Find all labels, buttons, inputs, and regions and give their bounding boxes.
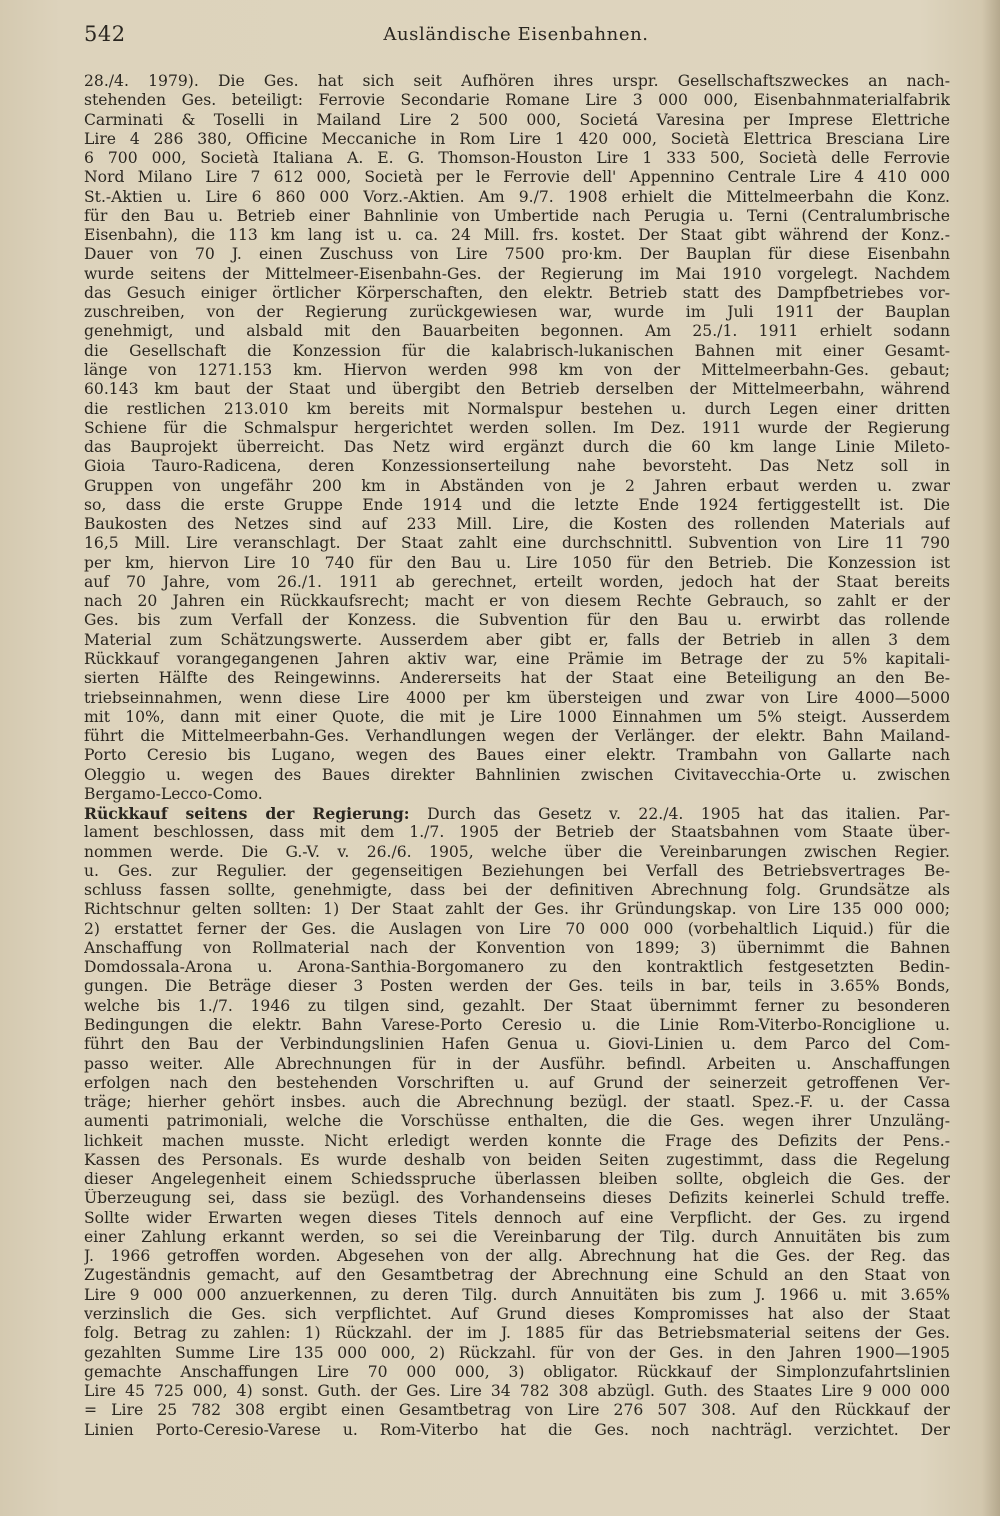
text-line: sierten Hälfte des Reingewinns. Andererseits hat der Staat eine Beteiligung an den Be-	[84, 669, 950, 688]
text-line: einer Zahlung erkannt werden, so sei die Vereinbarung der Tilg. durch Annuitäten bis zum	[84, 1227, 950, 1246]
text-line: Linien Porto-Ceresio-Varese u. Rom-Viterbo hat die Ges. noch nachträgl. verzichtet. Der	[84, 1420, 950, 1439]
text-line: gezahlten Summe Lire 135 000 000, 2) Rückzahl. für von der Ges. in den Jahren 1900—1905	[84, 1343, 950, 1362]
text-line: dieser Angelegenheit einem Schiedsspruche überlassen bleiben sollte, obgleich die Ges. der	[84, 1170, 950, 1189]
text-line: nach 20 Jahren ein Rückkaufsrecht; macht er von diesem Rechte Gebrauch, so zahlt er der	[84, 592, 950, 611]
text-line: Rückkauf seitens der Regierung: Durch das Gesetz v. 22./4. 1905 hat das italien. Par-	[84, 804, 950, 824]
text-line: Überzeugung sei, dass sie bezügl. des Vorhandenseins dieses Defizits keinerlei Schuld treffe.	[84, 1189, 950, 1208]
text-line: nommen werde. Die G.-V. v. 26./6. 1905, welche über die Vereinbarungen zwischen Regier.	[84, 842, 950, 861]
text-line: Bergamo-Lecco-Como.	[84, 784, 263, 803]
text-line: Oleggio u. wegen des Baues direkter Bahnlinien zwischen Civitavecchia-Orte u. zwischen	[84, 765, 950, 784]
text-line: Carminati & Toselli in Mailand Lire 2 500 000, Societá Varesina per Imprese Elettriche	[84, 110, 950, 129]
page-number: 542	[84, 22, 126, 46]
text-line: u. Ges. zur Regulier. der gegenseitigen Beziehungen bei Verfall des Betriebsvertrages Be-	[84, 861, 950, 880]
text-line: für den Bau u. Betrieb einer Bahnlinie von Umbertide nach Perugia u. Terni (Centralumbrische	[84, 206, 950, 225]
body-text	[84, 72, 950, 1440]
text-line: führt die Mittelmeerbahn-Ges. Verhandlungen wegen der Verlänger. der elektr. Bahn Mailand-	[84, 727, 950, 746]
section-heading: Rückkauf seitens der Regierung:	[84, 804, 410, 824]
text-line: Anschaffung von Rollmaterial nach der Konvention von 1899; 3) übernimmt die Bahnen	[84, 938, 950, 957]
text-line: Zugeständnis gemacht, auf den Gesamtbetrag der Abrechnung eine Schuld an den Staat von	[84, 1266, 950, 1285]
text-line: aumenti patrimoniali, welche die Vorschüsse enthalten, die die Ges. wegen ihrer Unzuläng-	[84, 1112, 950, 1131]
text-line: stehenden Ges. beteiligt: Ferrovie Secondarie Romane Lire 3 000 000, Eisenbahnmaterialfabrik	[84, 91, 950, 110]
text-line: Gruppen von ungefähr 200 km in Abständen von je 2 Jahren erbaut werden u. zwar	[84, 476, 950, 495]
text-line: 60.143 km baut der Staat und übergibt den Betrieb derselben der Mittelmeerbahn, während	[84, 380, 950, 399]
text-line: passo weiter. Alle Abrechnungen für in der Ausführ. befindl. Arbeiten u. Anschaffungen	[84, 1054, 950, 1073]
text-line: = Lire 25 782 308 ergibt einen Gesamtbetrag von Lire 276 507 308. Auf den Rückkauf der	[84, 1401, 950, 1420]
text-line: J. 1966 getroffen worden. Abgesehen von der allg. Abrechnung hat die Ges. der Reg. das	[84, 1247, 950, 1266]
text-line: träge; hierher gehört insbes. auch die Abrechnung bezügl. der staatl. Spez.-F. u. der Cassa	[84, 1093, 950, 1112]
text-line: zuschreiben, von der Regierung zurückgewiesen war, wurde im Juli 1911 der Bauplan	[84, 303, 950, 322]
text-line: die Gesellschaft die Konzession für die kalabrisch-lukanischen Bahnen mit einer Gesamt-	[84, 341, 950, 360]
text-line: auf 70 Jahre, vom 26./1. 1911 ab gerechnet, erteilt worden, jedoch hat der Staat bereits	[84, 572, 950, 591]
text-line: die restlichen 213.010 km bereits mit Normalspur bestehen u. durch Legen einer dritten	[84, 399, 950, 418]
text-line: Baukosten des Netzes sind auf 233 Mill. Lire, die Kosten des rollenden Materials auf	[84, 515, 950, 534]
text-line: so, dass die erste Gruppe Ende 1914 und die letzte Ende 1924 fertiggestellt ist. Die	[84, 495, 950, 514]
text-line: Eisenbahn), die 113 km lang ist u. ca. 24 Mill. frs. kostet. Der Staat gibt während der Konz.-	[84, 226, 950, 245]
text-line: 28./4. 1979). Die Ges. hat sich seit Aufhören ihres urspr. Gesellschaftszweckes an nach-	[84, 72, 950, 90]
text-line: länge von 1271.153 km. Hiervon werden 998 km von der Mittelmeerbahn-Ges. gebaut;	[84, 360, 950, 379]
text-line: folg. Betrag zu zahlen: 1) Rückzahl. der im J. 1885 für das Betriebsmaterial seitens der Ges.	[84, 1324, 950, 1343]
text-line: triebseinnahmen, wenn diese Lire 4000 per km übersteigen und zwar von Lire 4000—5000	[84, 688, 950, 707]
text-line: mit 10%, dann mit einer Quote, die mit je Lire 1000 Einnahmen um 5% steigt. Ausserdem	[84, 707, 950, 726]
text-line: St.-Aktien u. Lire 6 860 000 Vorz.-Aktien. Am 9./7. 1908 erhielt die Mittelmeerbahn die Konz.	[84, 187, 950, 206]
text-line: Rückkauf vorangegangenen Jahren aktiv war, eine Prämie im Betrage der zu 5% kapitali-	[84, 649, 950, 668]
text-line: Material zum Schätzungswerte. Ausserdem aber gibt er, falls der Betrieb in allen 3 dem	[84, 630, 950, 649]
text-line: lament beschlossen, dass mit dem 1./7. 1905 der Betrieb der Staatsbahnen vom Staate über-	[84, 823, 950, 842]
text-line: gungen. Die Beträge dieser 3 Posten werden der Ges. teils in bar, teils in 3.65% Bonds,	[84, 977, 950, 996]
text-line: Porto Ceresio bis Lugano, wegen des Baues einer elektr. Trambahn von Gallarte nach	[84, 746, 950, 765]
text-line: Lire 4 286 380, Officine Meccaniche in Rom Lire 1 420 000, Società Elettrica Bresciana Lire	[84, 129, 950, 148]
text-line: verzinslich die Ges. sich verpflichtet. Auf Grund dieses Kompromisses hat also der Staat	[84, 1305, 950, 1323]
text-line: Lire 9 000 000 anzuerkennen, zu deren Tilg. durch Annuitäten bis zum J. 1966 u. mit 3.65%	[84, 1285, 950, 1304]
text-line: das Gesuch einiger örtlicher Körperschaften, den elektr. Betrieb statt des Dampfbetriebes vor-	[84, 283, 950, 302]
page-edge-shadow	[982, 0, 1000, 1516]
text-line: Gioia Tauro-Radicena, deren Konzessionserteilung nahe bevorsteht. Das Netz soll in	[84, 457, 950, 476]
text-line: wurde seitens der Mittelmeer-Eisenbahn-Ges. der Regierung im Mai 1910 vorgelegt. Nachdem	[84, 264, 950, 283]
text-line: das Bauprojekt überreicht. Das Netz wird ergänzt durch die 60 km lange Linie Mileto-	[84, 438, 950, 457]
text-line: Dauer von 70 J. einen Zuschuss von Lire 7500 pro·km. Der Bauplan für diese Eisenbahn	[84, 245, 950, 264]
page-header	[84, 22, 948, 52]
text-line: Schiene für die Schmalspur hergerichtet werden sollen. Im Dez. 1911 wurde der Regierung	[84, 418, 950, 437]
running-head: Ausländische Eisenbahnen.	[383, 24, 649, 45]
text-line: Domdossala-Arona u. Arona-Santhia-Borgomanero zu den kontraktlich festgesetzten Bedin-	[84, 958, 950, 977]
text-line: genehmigt, und alsbald mit den Bauarbeiten begonnen. Am 25./1. 1911 erhielt sodann	[84, 322, 950, 341]
text-line: 6 700 000, Società Italiana A. E. G. Thomson-Houston Lire 1 333 500, Società delle Ferrovie	[84, 149, 950, 168]
text-line: führt den Bau der Verbindungslinien Hafen Genua u. Giovi-Linien u. dem Parco del Com-	[84, 1035, 950, 1054]
text-line: per km, hiervon Lire 10 740 für den Bau u. Lire 1050 für den Betrieb. Die Konzession ist	[84, 553, 950, 572]
text-line: 2) erstattet ferner der Ges. die Auslagen von Lire 70 000 000 (vorbehaltlich Liquid.) für die	[84, 919, 950, 938]
text-line: Kassen des Personals. Es wurde deshalb von beiden Seiten zugestimmt, dass die Regelung	[84, 1150, 950, 1169]
text-line: lichkeit machen musste. Nicht erledigt werden konnte die Frage des Defizits der Pens.-	[84, 1131, 950, 1150]
text-line: Bedingungen die elektr. Bahn Varese-Porto Ceresio u. die Linie Rom-Viterbo-Ronciglione u.	[84, 1016, 950, 1035]
text-line: Richtschnur gelten sollten: 1) Der Staat zahlt der Ges. ihr Gründungskap. von Lire 135 000 000;	[84, 900, 950, 919]
text-line: schluss fassen sollte, genehmigte, dass bei der definitiven Abrechnung folg. Grundsätze als	[84, 881, 950, 900]
text-line: welche bis 1./7. 1946 zu tilgen sind, gezahlt. Der Staat übernimmt ferner zu besonderen	[84, 996, 950, 1015]
text-line: Nord Milano Lire 7 612 000, Società per le Ferrovie dell' Appennino Centrale Lire 4 410 000	[84, 168, 950, 187]
text-line: 16,5 Mill. Lire veranschlagt. Der Staat zahlt eine durchschnittl. Subvention von Lire 11 790	[84, 534, 950, 553]
text-line: Sollte wider Erwarten wegen dieses Titels dennoch auf eine Verpflicht. der Ges. zu irgend	[84, 1208, 950, 1227]
text-line: gemachte Anschaffungen Lire 70 000 000, 3) obligator. Rückkauf der Simplonzufahrtslinien	[84, 1362, 950, 1381]
text-line: erfolgen nach den bestehenden Vorschriften u. auf Grund der seinerzeit getroffenen Ver-	[84, 1073, 950, 1092]
text-line: Lire 45 725 000, 4) sonst. Guth. der Ges. Lire 34 782 308 abzügl. Guth. des Staates Lire 9 000 000	[84, 1382, 950, 1401]
text-line: Ges. bis zum Verfall der Konzess. die Subvention für den Bau u. erwirbt das rollende	[84, 611, 950, 630]
